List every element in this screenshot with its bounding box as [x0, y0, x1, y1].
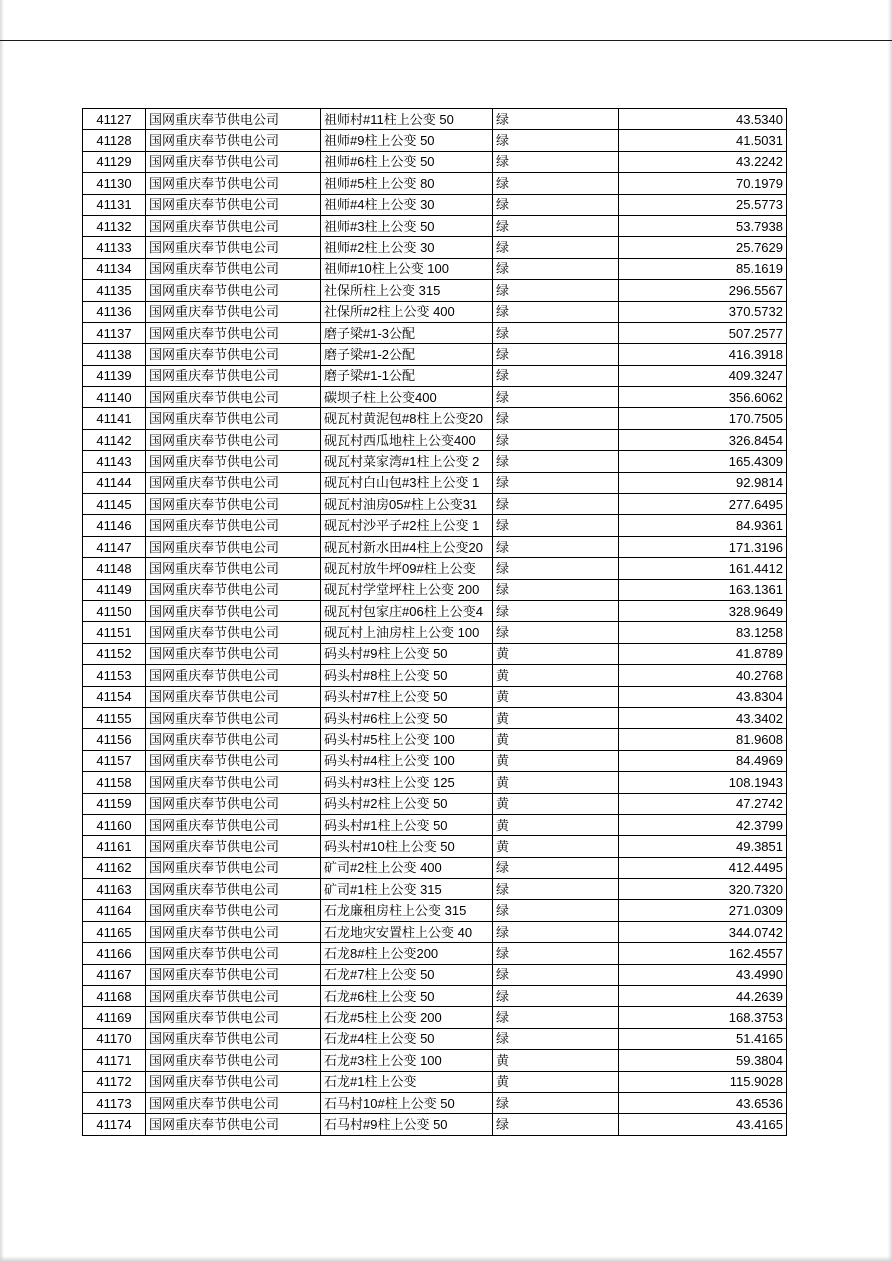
description-cell[interactable]: 石龙#5柱上公变 200: [321, 1007, 493, 1028]
table-row: [83, 579, 787, 600]
status-cell[interactable]: 黄: [493, 686, 619, 707]
table-row: [83, 793, 787, 814]
status-cell[interactable]: 绿: [493, 451, 619, 472]
description-cell[interactable]: 祖师#6柱上公变 50: [321, 151, 493, 172]
value-cell[interactable]: 171.3196: [619, 536, 787, 557]
row-id-cell[interactable]: 41146: [83, 515, 146, 536]
company-cell[interactable]: 国网重庆奉节供电公司: [146, 1114, 321, 1135]
company-cell[interactable]: 国网重庆奉节供电公司: [146, 600, 321, 621]
table-row: [83, 879, 787, 900]
description-cell[interactable]: 砚瓦村沙平子#2柱上公变 1: [321, 515, 493, 536]
company-cell[interactable]: 国网重庆奉节供电公司: [146, 536, 321, 557]
row-id-cell[interactable]: 41145: [83, 494, 146, 515]
status-cell[interactable]: 绿: [493, 215, 619, 236]
table-row: [83, 344, 787, 365]
row-id-cell[interactable]: 41158: [83, 772, 146, 793]
row-id-cell[interactable]: 41160: [83, 814, 146, 835]
value-cell[interactable]: 40.2768: [619, 665, 787, 686]
description-cell[interactable]: 石龙#1柱上公变: [321, 1071, 493, 1092]
company-cell[interactable]: 国网重庆奉节供电公司: [146, 301, 321, 322]
description-cell[interactable]: 社保所柱上公变 315: [321, 280, 493, 301]
table-row: [83, 130, 787, 151]
description-cell[interactable]: 石龙地灾安置柱上公变 40: [321, 921, 493, 942]
status-cell[interactable]: 绿: [493, 986, 619, 1007]
status-cell[interactable]: 黄: [493, 665, 619, 686]
status-cell[interactable]: 绿: [493, 1092, 619, 1113]
table-row: [83, 1028, 787, 1049]
row-id-cell[interactable]: 41133: [83, 237, 146, 258]
row-id-cell[interactable]: 41137: [83, 322, 146, 343]
company-cell[interactable]: 国网重庆奉节供电公司: [146, 322, 321, 343]
company-cell[interactable]: 国网重庆奉节供电公司: [146, 451, 321, 472]
description-cell[interactable]: 祖师#2柱上公变 30: [321, 237, 493, 258]
value-cell[interactable]: 84.4969: [619, 750, 787, 771]
status-cell[interactable]: 绿: [493, 429, 619, 450]
description-cell[interactable]: 码头村#1柱上公变 50: [321, 814, 493, 835]
description-cell[interactable]: 碳坝子柱上公变400: [321, 387, 493, 408]
value-cell[interactable]: 115.9028: [619, 1071, 787, 1092]
row-id-cell[interactable]: 41154: [83, 686, 146, 707]
value-cell[interactable]: 43.2242: [619, 151, 787, 172]
row-id-cell[interactable]: 41153: [83, 665, 146, 686]
value-cell[interactable]: 170.7505: [619, 408, 787, 429]
company-cell[interactable]: 国网重庆奉节供电公司: [146, 1050, 321, 1071]
value-cell[interactable]: 41.8789: [619, 643, 787, 664]
value-cell[interactable]: 43.4990: [619, 964, 787, 985]
table-row: [83, 900, 787, 921]
table-row: [83, 750, 787, 771]
description-cell[interactable]: 祖师#5柱上公变 80: [321, 173, 493, 194]
description-cell[interactable]: 砚瓦村新水田#4柱上公变20: [321, 536, 493, 557]
description-cell[interactable]: 祖师#10柱上公变 100: [321, 258, 493, 279]
row-id-cell[interactable]: 41162: [83, 857, 146, 878]
company-cell[interactable]: 国网重庆奉节供电公司: [146, 665, 321, 686]
value-cell[interactable]: 43.6536: [619, 1092, 787, 1113]
description-cell[interactable]: 砚瓦村菜家湾#1柱上公变 2: [321, 451, 493, 472]
row-id-cell[interactable]: 41172: [83, 1071, 146, 1092]
description-cell[interactable]: 码头村#4柱上公变 100: [321, 750, 493, 771]
company-cell[interactable]: 国网重庆奉节供电公司: [146, 1028, 321, 1049]
value-cell[interactable]: 85.1619: [619, 258, 787, 279]
row-id-cell[interactable]: 41173: [83, 1092, 146, 1113]
company-cell[interactable]: 国网重庆奉节供电公司: [146, 772, 321, 793]
description-cell[interactable]: 砚瓦村包家庄#06柱上公变4: [321, 600, 493, 621]
status-cell[interactable]: 绿: [493, 322, 619, 343]
company-cell[interactable]: 国网重庆奉节供电公司: [146, 943, 321, 964]
table-row: [83, 814, 787, 835]
table-row: [83, 472, 787, 493]
description-cell[interactable]: 石马村10#柱上公变 50: [321, 1092, 493, 1113]
company-cell[interactable]: 国网重庆奉节供电公司: [146, 130, 321, 151]
company-cell[interactable]: 国网重庆奉节供电公司: [146, 258, 321, 279]
company-cell[interactable]: 国网重庆奉节供电公司: [146, 836, 321, 857]
company-cell[interactable]: 国网重庆奉节供电公司: [146, 109, 321, 130]
company-cell[interactable]: 国网重庆奉节供电公司: [146, 365, 321, 386]
value-cell[interactable]: 271.0309: [619, 900, 787, 921]
value-cell[interactable]: 70.1979: [619, 173, 787, 194]
value-cell[interactable]: 53.7938: [619, 215, 787, 236]
table-row: [83, 707, 787, 728]
description-cell[interactable]: 码头村#7柱上公变 50: [321, 686, 493, 707]
status-cell[interactable]: 黄: [493, 1050, 619, 1071]
table-row: [83, 536, 787, 557]
description-cell[interactable]: 石龙#6柱上公变 50: [321, 986, 493, 1007]
company-cell[interactable]: 国网重庆奉节供电公司: [146, 921, 321, 942]
status-cell[interactable]: 绿: [493, 857, 619, 878]
row-id-cell[interactable]: 41155: [83, 707, 146, 728]
value-cell[interactable]: 43.3402: [619, 707, 787, 728]
description-cell[interactable]: 砚瓦村放牛坪09#柱上公变: [321, 558, 493, 579]
row-id-cell[interactable]: 41151: [83, 622, 146, 643]
status-cell[interactable]: 绿: [493, 1114, 619, 1135]
table-row: [83, 494, 787, 515]
status-cell[interactable]: 绿: [493, 943, 619, 964]
row-id-cell[interactable]: 41174: [83, 1114, 146, 1135]
row-id-cell[interactable]: 41134: [83, 258, 146, 279]
status-cell[interactable]: 黄: [493, 1071, 619, 1092]
company-cell[interactable]: 国网重庆奉节供电公司: [146, 857, 321, 878]
company-cell[interactable]: 国网重庆奉节供电公司: [146, 964, 321, 985]
description-cell[interactable]: 矿司#1柱上公变 315: [321, 879, 493, 900]
description-cell[interactable]: 石龙8#柱上公变200: [321, 943, 493, 964]
status-cell[interactable]: 绿: [493, 515, 619, 536]
status-cell[interactable]: 绿: [493, 600, 619, 621]
table-row: [83, 836, 787, 857]
value-cell[interactable]: 51.4165: [619, 1028, 787, 1049]
description-cell[interactable]: 码头村#9柱上公变 50: [321, 643, 493, 664]
value-cell[interactable]: 83.1258: [619, 622, 787, 643]
value-cell[interactable]: 84.9361: [619, 515, 787, 536]
table-row: [83, 600, 787, 621]
company-cell[interactable]: 国网重庆奉节供电公司: [146, 408, 321, 429]
description-cell[interactable]: 码头村#10柱上公变 50: [321, 836, 493, 857]
company-cell[interactable]: 国网重庆奉节供电公司: [146, 622, 321, 643]
description-cell[interactable]: 石龙#7柱上公变 50: [321, 964, 493, 985]
value-cell[interactable]: 328.9649: [619, 600, 787, 621]
scan-edge-left: [0, 0, 4, 1262]
description-cell[interactable]: 码头村#5柱上公变 100: [321, 729, 493, 750]
row-id-cell[interactable]: 41159: [83, 793, 146, 814]
company-cell[interactable]: 国网重庆奉节供电公司: [146, 515, 321, 536]
table-row: [83, 109, 787, 130]
description-cell[interactable]: 社保所#2柱上公变 400: [321, 301, 493, 322]
table-row: [83, 429, 787, 450]
description-cell[interactable]: 砚瓦村学堂坪柱上公变 200: [321, 579, 493, 600]
row-id-cell[interactable]: 41152: [83, 643, 146, 664]
description-cell[interactable]: 砚瓦村白山包#3柱上公变 1: [321, 472, 493, 493]
description-cell[interactable]: 砚瓦村油房05#柱上公变31: [321, 494, 493, 515]
table-row: [83, 729, 787, 750]
row-id-cell[interactable]: 41148: [83, 558, 146, 579]
status-cell[interactable]: 绿: [493, 280, 619, 301]
row-id-cell[interactable]: 41171: [83, 1050, 146, 1071]
row-id-cell[interactable]: 41165: [83, 921, 146, 942]
row-id-cell[interactable]: 41166: [83, 943, 146, 964]
company-cell[interactable]: 国网重庆奉节供电公司: [146, 1007, 321, 1028]
table-row: [83, 258, 787, 279]
status-cell[interactable]: 绿: [493, 921, 619, 942]
value-cell[interactable]: 326.8454: [619, 429, 787, 450]
table-row: [83, 322, 787, 343]
table-row: [83, 964, 787, 985]
status-cell[interactable]: 绿: [493, 194, 619, 215]
description-cell[interactable]: 石马村#9柱上公变 50: [321, 1114, 493, 1135]
status-cell[interactable]: 绿: [493, 387, 619, 408]
value-cell[interactable]: 41.5031: [619, 130, 787, 151]
table-row: [83, 1071, 787, 1092]
description-cell[interactable]: 石龙廉租房柱上公变 315: [321, 900, 493, 921]
row-id-cell[interactable]: 41144: [83, 472, 146, 493]
company-cell[interactable]: 国网重庆奉节供电公司: [146, 215, 321, 236]
value-cell[interactable]: 92.9814: [619, 472, 787, 493]
description-cell[interactable]: 磨子梁#1-1公配: [321, 365, 493, 386]
company-cell[interactable]: 国网重庆奉节供电公司: [146, 237, 321, 258]
row-id-cell[interactable]: 41142: [83, 429, 146, 450]
company-cell[interactable]: 国网重庆奉节供电公司: [146, 729, 321, 750]
value-cell[interactable]: 108.1943: [619, 772, 787, 793]
table-row: [83, 301, 787, 322]
row-id-cell[interactable]: 41136: [83, 301, 146, 322]
table-row: [83, 686, 787, 707]
status-cell[interactable]: 绿: [493, 301, 619, 322]
table-row: [83, 921, 787, 942]
status-cell[interactable]: 绿: [493, 109, 619, 130]
company-cell[interactable]: 国网重庆奉节供电公司: [146, 429, 321, 450]
value-cell[interactable]: 43.8304: [619, 686, 787, 707]
value-cell[interactable]: 296.5567: [619, 280, 787, 301]
value-cell[interactable]: 344.0742: [619, 921, 787, 942]
description-cell[interactable]: 砚瓦村西瓜地柱上公变400: [321, 429, 493, 450]
value-cell[interactable]: 43.4165: [619, 1114, 787, 1135]
status-cell[interactable]: 黄: [493, 836, 619, 857]
company-cell[interactable]: 国网重庆奉节供电公司: [146, 151, 321, 172]
description-cell[interactable]: 祖师村#11柱上公变 50: [321, 109, 493, 130]
value-cell[interactable]: 42.3799: [619, 814, 787, 835]
table-row: [83, 408, 787, 429]
status-cell[interactable]: 绿: [493, 558, 619, 579]
value-cell[interactable]: 165.4309: [619, 451, 787, 472]
row-id-cell[interactable]: 41156: [83, 729, 146, 750]
row-id-cell[interactable]: 41169: [83, 1007, 146, 1028]
row-id-cell[interactable]: 41132: [83, 215, 146, 236]
status-cell[interactable]: 绿: [493, 365, 619, 386]
row-id-cell[interactable]: 41127: [83, 109, 146, 130]
status-cell[interactable]: 绿: [493, 130, 619, 151]
row-id-cell[interactable]: 41141: [83, 408, 146, 429]
company-cell[interactable]: 国网重庆奉节供电公司: [146, 750, 321, 771]
status-cell[interactable]: 绿: [493, 1007, 619, 1028]
description-cell[interactable]: 码头村#3柱上公变 125: [321, 772, 493, 793]
top-rule: [0, 40, 892, 41]
company-cell[interactable]: 国网重庆奉节供电公司: [146, 686, 321, 707]
table-row: [83, 772, 787, 793]
value-cell[interactable]: 49.3851: [619, 836, 787, 857]
description-cell[interactable]: 磨子梁#1-3公配: [321, 322, 493, 343]
status-cell[interactable]: 黄: [493, 814, 619, 835]
table-row: [83, 194, 787, 215]
status-cell[interactable]: 绿: [493, 964, 619, 985]
status-cell[interactable]: 绿: [493, 408, 619, 429]
scan-edge-bottom: [0, 1256, 892, 1262]
table-row: [83, 515, 787, 536]
table-row: [83, 986, 787, 1007]
description-cell[interactable]: 砚瓦村黄泥包#8柱上公变20: [321, 408, 493, 429]
company-cell[interactable]: 国网重庆奉节供电公司: [146, 558, 321, 579]
status-cell[interactable]: 绿: [493, 536, 619, 557]
row-id-cell[interactable]: 41147: [83, 536, 146, 557]
value-cell[interactable]: 47.2742: [619, 793, 787, 814]
value-cell[interactable]: 163.1361: [619, 579, 787, 600]
value-cell[interactable]: 507.2577: [619, 322, 787, 343]
value-cell[interactable]: 162.4557: [619, 943, 787, 964]
value-cell[interactable]: 44.2639: [619, 986, 787, 1007]
row-id-cell[interactable]: 41164: [83, 900, 146, 921]
table-row: [83, 857, 787, 878]
table-row: [83, 1092, 787, 1113]
row-id-cell[interactable]: 41149: [83, 579, 146, 600]
table-row: [83, 237, 787, 258]
description-cell[interactable]: 码头村#8柱上公变 50: [321, 665, 493, 686]
row-id-cell[interactable]: 41128: [83, 130, 146, 151]
row-id-cell[interactable]: 41157: [83, 750, 146, 771]
description-cell[interactable]: 祖师#9柱上公变 50: [321, 130, 493, 151]
status-cell[interactable]: 绿: [493, 151, 619, 172]
row-id-cell[interactable]: 41143: [83, 451, 146, 472]
company-cell[interactable]: 国网重庆奉节供电公司: [146, 579, 321, 600]
company-cell[interactable]: 国网重庆奉节供电公司: [146, 793, 321, 814]
status-cell[interactable]: 绿: [493, 344, 619, 365]
table-row: [83, 1114, 787, 1135]
value-cell[interactable]: 412.4495: [619, 857, 787, 878]
row-id-cell[interactable]: 41131: [83, 194, 146, 215]
status-cell[interactable]: 绿: [493, 237, 619, 258]
value-cell[interactable]: 59.3804: [619, 1050, 787, 1071]
company-cell[interactable]: 国网重庆奉节供电公司: [146, 344, 321, 365]
status-cell[interactable]: 黄: [493, 643, 619, 664]
table-row: [83, 151, 787, 172]
value-cell[interactable]: 25.7629: [619, 237, 787, 258]
company-cell[interactable]: 国网重庆奉节供电公司: [146, 1071, 321, 1092]
company-cell[interactable]: 国网重庆奉节供电公司: [146, 472, 321, 493]
table-row: [83, 558, 787, 579]
table-body: [83, 109, 787, 1136]
status-cell[interactable]: 黄: [493, 729, 619, 750]
company-cell[interactable]: 国网重庆奉节供电公司: [146, 1092, 321, 1113]
status-cell[interactable]: 黄: [493, 707, 619, 728]
row-id-cell[interactable]: 41139: [83, 365, 146, 386]
description-cell[interactable]: 石龙#3柱上公变 100: [321, 1050, 493, 1071]
table-row: [83, 1050, 787, 1071]
description-cell[interactable]: 码头村#6柱上公变 50: [321, 707, 493, 728]
status-cell[interactable]: 绿: [493, 258, 619, 279]
description-cell[interactable]: 祖师#4柱上公变 30: [321, 194, 493, 215]
status-cell[interactable]: 绿: [493, 472, 619, 493]
value-cell[interactable]: 25.5773: [619, 194, 787, 215]
row-id-cell[interactable]: 41129: [83, 151, 146, 172]
company-cell[interactable]: 国网重庆奉节供电公司: [146, 643, 321, 664]
data-table: [82, 108, 787, 1136]
value-cell[interactable]: 161.4412: [619, 558, 787, 579]
value-cell[interactable]: 370.5732: [619, 301, 787, 322]
table-row: [83, 173, 787, 194]
row-id-cell[interactable]: 41163: [83, 879, 146, 900]
value-cell[interactable]: 168.3753: [619, 1007, 787, 1028]
status-cell[interactable]: 黄: [493, 750, 619, 771]
value-cell[interactable]: 409.3247: [619, 365, 787, 386]
company-cell[interactable]: 国网重庆奉节供电公司: [146, 900, 321, 921]
company-cell[interactable]: 国网重庆奉节供电公司: [146, 194, 321, 215]
company-cell[interactable]: 国网重庆奉节供电公司: [146, 707, 321, 728]
table-row: [83, 451, 787, 472]
table-row: [83, 1007, 787, 1028]
description-cell[interactable]: 砚瓦村上油房柱上公变 100: [321, 622, 493, 643]
description-cell[interactable]: 磨子梁#1-2公配: [321, 344, 493, 365]
value-cell[interactable]: 356.6062: [619, 387, 787, 408]
row-id-cell[interactable]: 41170: [83, 1028, 146, 1049]
status-cell[interactable]: 绿: [493, 900, 619, 921]
company-cell[interactable]: 国网重庆奉节供电公司: [146, 879, 321, 900]
row-id-cell[interactable]: 41168: [83, 986, 146, 1007]
company-cell[interactable]: 国网重庆奉节供电公司: [146, 814, 321, 835]
row-id-cell[interactable]: 41135: [83, 280, 146, 301]
company-cell[interactable]: 国网重庆奉节供电公司: [146, 986, 321, 1007]
table-row: [83, 215, 787, 236]
table-row: [83, 387, 787, 408]
row-id-cell[interactable]: 41140: [83, 387, 146, 408]
scan-edge-right: [888, 0, 892, 1262]
status-cell[interactable]: 绿: [493, 879, 619, 900]
row-id-cell[interactable]: 41167: [83, 964, 146, 985]
status-cell[interactable]: 绿: [493, 494, 619, 515]
status-cell[interactable]: 绿: [493, 622, 619, 643]
status-cell[interactable]: 绿: [493, 1028, 619, 1049]
status-cell[interactable]: 黄: [493, 772, 619, 793]
row-id-cell[interactable]: 41130: [83, 173, 146, 194]
status-cell[interactable]: 黄: [493, 793, 619, 814]
value-cell[interactable]: 81.9608: [619, 729, 787, 750]
description-cell[interactable]: 码头村#2柱上公变 50: [321, 793, 493, 814]
description-cell[interactable]: 祖师#3柱上公变 50: [321, 215, 493, 236]
table-row: [83, 665, 787, 686]
table-row: [83, 280, 787, 301]
status-cell[interactable]: 绿: [493, 173, 619, 194]
company-cell[interactable]: 国网重庆奉节供电公司: [146, 280, 321, 301]
description-cell[interactable]: 矿司#2柱上公变 400: [321, 857, 493, 878]
table-row: [83, 643, 787, 664]
row-id-cell[interactable]: 41150: [83, 600, 146, 621]
table-row: [83, 943, 787, 964]
value-cell[interactable]: 320.7320: [619, 879, 787, 900]
company-cell[interactable]: 国网重庆奉节供电公司: [146, 173, 321, 194]
row-id-cell[interactable]: 41161: [83, 836, 146, 857]
value-cell[interactable]: 43.5340: [619, 109, 787, 130]
company-cell[interactable]: 国网重庆奉节供电公司: [146, 494, 321, 515]
table-row: [83, 622, 787, 643]
row-id-cell[interactable]: 41138: [83, 344, 146, 365]
company-cell[interactable]: 国网重庆奉节供电公司: [146, 387, 321, 408]
status-cell[interactable]: 绿: [493, 579, 619, 600]
table-row: [83, 365, 787, 386]
description-cell[interactable]: 石龙#4柱上公变 50: [321, 1028, 493, 1049]
value-cell[interactable]: 277.6495: [619, 494, 787, 515]
value-cell[interactable]: 416.3918: [619, 344, 787, 365]
